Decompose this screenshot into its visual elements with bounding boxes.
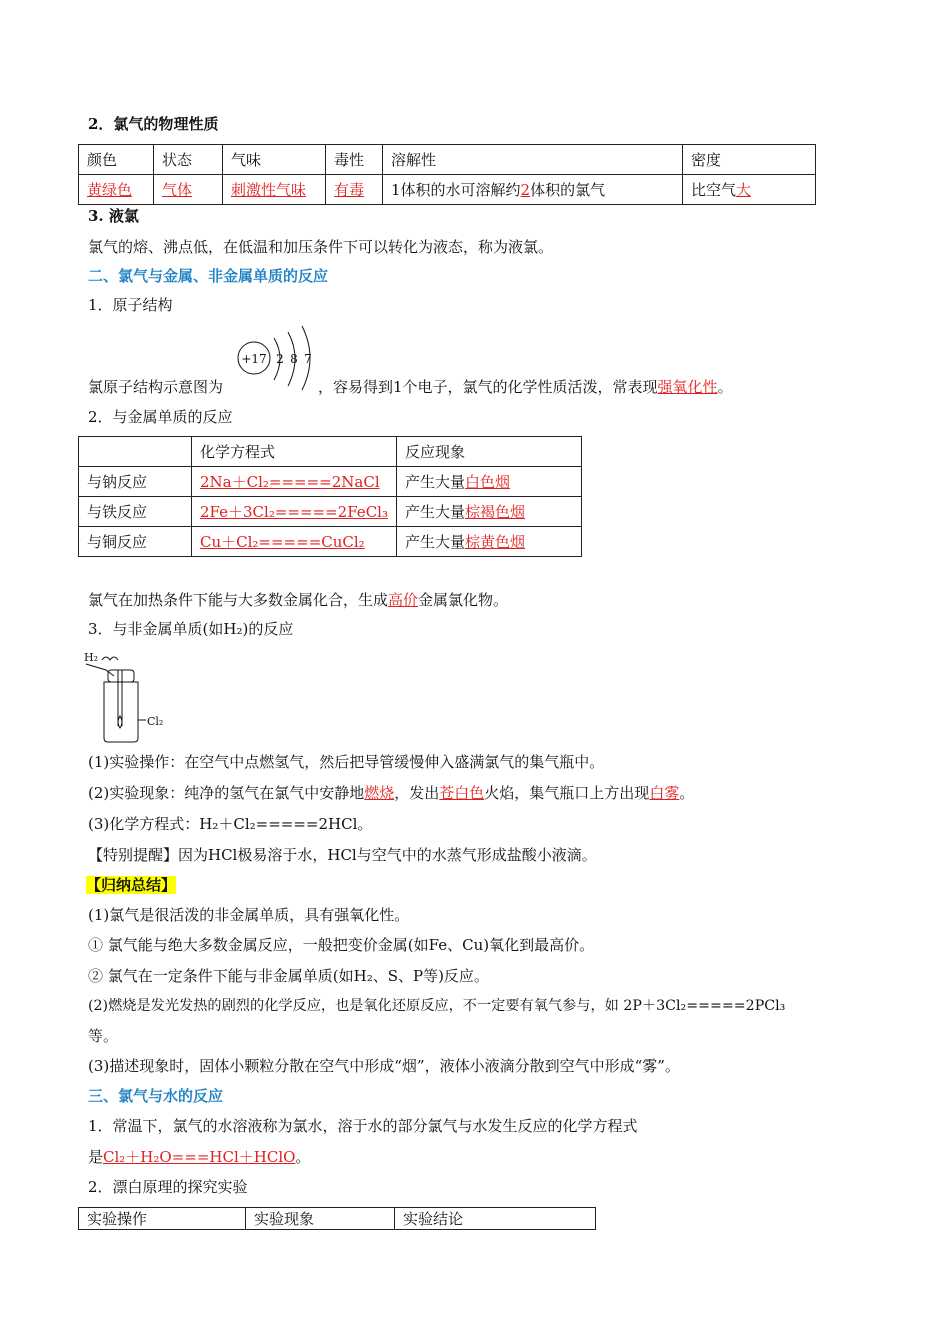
phen-text-end: 。 xyxy=(679,784,695,802)
phenomenon-text: 产生大量 xyxy=(404,533,465,551)
odor-cell xyxy=(223,175,326,205)
equation-cu: Cu＋Cl₂=====CuCl₂ xyxy=(200,533,365,551)
flame-scribble xyxy=(102,657,118,660)
atom-text-end: 。 xyxy=(717,378,733,396)
phen-text: 火焰，集气瓶口上方出现 xyxy=(484,784,650,802)
answer-state: 气体 xyxy=(162,181,193,199)
table-row xyxy=(79,527,582,557)
eq-prefix: 是 xyxy=(88,1148,104,1166)
eq-end: 。 xyxy=(295,1148,311,1166)
density-text: 比空气 xyxy=(691,181,737,199)
header-cell: 实验结论 xyxy=(395,1208,596,1230)
gas-bottle xyxy=(104,682,138,742)
answer-white-fog: 白雾 xyxy=(649,784,680,802)
paragraph-phenomenon xyxy=(88,783,694,803)
state-cell xyxy=(154,175,223,205)
equation-cell xyxy=(192,497,397,527)
h2-label: H₂ xyxy=(84,651,99,664)
toxic-cell xyxy=(326,175,383,205)
color-cell xyxy=(79,175,154,205)
answer-na-smoke: 白色烟 xyxy=(465,473,511,491)
answer-solubility: 2 xyxy=(520,181,531,199)
header-cell: 溶解性 xyxy=(383,145,683,175)
phen-text: (2)实验现象：纯净的氢气在氯气中安静地 xyxy=(88,784,365,802)
answer-water-equation: Cl₂＋H₂O===HCl＋HClO xyxy=(103,1148,296,1166)
header-cell: 反应现象 xyxy=(396,437,581,467)
equation-cell xyxy=(192,467,397,497)
header-cell: 毒性 xyxy=(326,145,383,175)
shell-electrons: 2 xyxy=(276,352,284,366)
metal-reaction-table xyxy=(78,436,582,557)
header-cell xyxy=(79,437,192,467)
phenomenon-cell xyxy=(396,527,581,557)
solubility-text: 1体积的水可溶解约 xyxy=(391,181,521,199)
summary-tag-wrap xyxy=(86,875,176,895)
summary-line: (3)描述现象时，固体小颗粒分散在空气中形成“烟”，液体小液滴分散到空气中形成“雾”。 xyxy=(88,1057,680,1075)
cl2-label: Cl₂ xyxy=(147,715,164,728)
phenomenon-text: 产生大量 xyxy=(404,473,465,491)
phenomenon-cell xyxy=(396,467,581,497)
physical-properties-table xyxy=(78,144,816,205)
subheading-atomic-structure: 1．原子结构 xyxy=(88,296,173,314)
header-cell: 密度 xyxy=(683,145,816,175)
paragraph-chlorine-water: 1．常温下，氯气的水溶液称为氯水，溶于水的部分氯气与水发生反应的化学方程式 xyxy=(88,1117,638,1135)
paragraph-atom-left: 氯原子结构示意图为 xyxy=(88,378,224,396)
section-title-liquid-chlorine: 3. 液氯 xyxy=(88,207,139,225)
chlorine-atom-diagram xyxy=(236,324,316,390)
header-cell: 颜色 xyxy=(79,145,154,175)
header-cell: 实验操作 xyxy=(79,1208,246,1230)
equation-na: 2Na＋Cl₂=====2NaCl xyxy=(200,473,380,491)
answer-high-valence: 高价 xyxy=(388,591,419,609)
answer-fe-smoke: 棕褐色烟 xyxy=(465,503,526,521)
bottle-neck xyxy=(108,670,134,682)
paragraph-equation: (3)化学方程式：H₂＋Cl₂=====2HCl。 xyxy=(88,815,373,833)
density-cell xyxy=(683,175,816,205)
table-row xyxy=(79,497,582,527)
h2-cl2-apparatus-figure xyxy=(84,648,174,744)
summary-line: ② 氯气在一定条件下能与非金属单质(如H₂、S、P等)反应。 xyxy=(88,967,489,985)
note-text: 氯气在加热条件下能与大多数金属化合，生成 xyxy=(88,591,389,609)
flame-icon xyxy=(118,716,122,728)
shell-electrons: 7 xyxy=(304,352,312,366)
paragraph-metal-note xyxy=(88,590,508,610)
table-row xyxy=(79,1208,596,1230)
atom-text: ，容易得到1个电子，氯气的化学性质活泼，常表现 xyxy=(318,378,658,396)
table-row xyxy=(79,145,816,175)
header-cell: 状态 xyxy=(154,145,223,175)
phenomenon-cell xyxy=(396,497,581,527)
equation-cell xyxy=(192,527,397,557)
summary-tag: 【归纳总结】 xyxy=(86,876,177,894)
summary-line: ① 氯气能与绝大多数金属反应，一般把变价金属(如Fe、Cu)氧化到最高价。 xyxy=(88,936,595,954)
answer-density: 大 xyxy=(736,181,752,199)
header-cell: 气味 xyxy=(223,145,326,175)
paragraph-reminder: 【特别提醒】因为HCl极易溶于水，HCl与空气中的水蒸气形成盐酸小液滴。 xyxy=(88,846,597,864)
solubility-text-end: 体积的氯气 xyxy=(530,181,606,199)
subheading-bleach-experiment: 2．漂白原理的探究实验 xyxy=(88,1178,248,1196)
bleach-experiment-table xyxy=(78,1207,596,1230)
header-cell: 化学方程式 xyxy=(192,437,397,467)
shell-electrons: 8 xyxy=(290,352,298,366)
answer-burn: 燃烧 xyxy=(364,784,395,802)
paragraph: 氯气的熔、沸点低，在低温和加压条件下可以转化为液态，称为液氯。 xyxy=(88,238,554,256)
nucleus-charge: +17 xyxy=(241,352,267,366)
answer-cu-smoke: 棕黄色烟 xyxy=(465,533,526,551)
phen-text: ，发出 xyxy=(394,784,440,802)
answer-pale-flame: 苍白色 xyxy=(439,784,485,802)
table-row xyxy=(79,437,582,467)
section-title-physical-properties: 2．氯气的物理性质 xyxy=(88,115,219,133)
table-row xyxy=(79,175,816,205)
note-text-end: 金属氯化物。 xyxy=(418,591,509,609)
phenomenon-text: 产生大量 xyxy=(404,503,465,521)
paragraph-chlorine-water-eq xyxy=(88,1147,310,1167)
heading-part-three: 三、氯气与水的反应 xyxy=(88,1087,224,1105)
summary-line: (1)氯气是很活泼的非金属单质，具有强氧化性。 xyxy=(88,906,410,924)
summary-line: 等。 xyxy=(88,1027,119,1045)
answer-odor: 刺激性气味 xyxy=(231,181,307,199)
summary-line: (2)燃烧是发光发热的剧烈的化学反应，也是氧化还原反应，不一定要有氧气参与，如 2P＋3Cl₂=====2PCl₃ xyxy=(88,998,786,1014)
paragraph-atom-right xyxy=(318,377,733,397)
row-label: 与铜反应 xyxy=(79,527,192,557)
row-label: 与钠反应 xyxy=(79,467,192,497)
paragraph-operation: (1)实验操作：在空气中点燃氢气，然后把导管缓慢伸入盛满氯气的集气瓶中。 xyxy=(88,753,605,771)
subheading-metal-reactions: 2．与金属单质的反应 xyxy=(88,408,233,426)
table-row xyxy=(79,467,582,497)
solubility-cell xyxy=(383,175,683,205)
subheading-nonmetal-reaction: 3．与非金属单质(如H₂)的反应 xyxy=(88,620,294,638)
header-cell: 实验现象 xyxy=(246,1208,395,1230)
row-label: 与铁反应 xyxy=(79,497,192,527)
answer-oxidizing: 强氧化性 xyxy=(657,378,718,396)
answer-color: 黄绿色 xyxy=(87,181,133,199)
answer-toxic: 有毒 xyxy=(334,181,365,199)
heading-part-two: 二、氯气与金属、非金属单质的反应 xyxy=(88,267,329,285)
equation-fe: 2Fe＋3Cl₂=====2FeCl₃ xyxy=(200,503,388,521)
